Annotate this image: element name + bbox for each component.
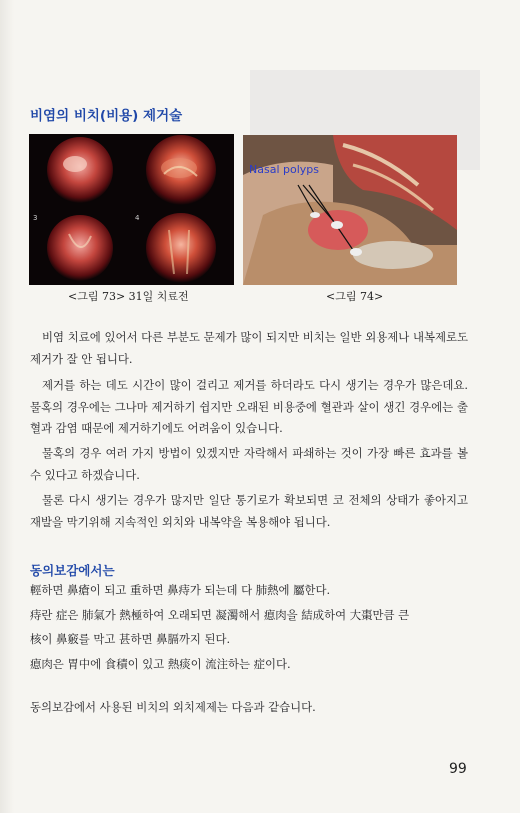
figure-74-anatomy-model	[243, 135, 457, 285]
figure-74-caption: <그림 74>	[326, 290, 384, 303]
paragraph-2: 제거를 하는 데도 시간이 많이 걸리고 제거를 하더라도 다시 생기는 경우가 많은데요. 물혹의 경우에는 그나마 제거하기 쉽지만 오래된 비용중에 혈관과 살이 생긴 경우에는 출혈과 감염 때문에 제거하기에도 어려움이 있습니다.	[30, 378, 468, 435]
paragraph-4: 물론 다시 생기는 경우가 많지만 일단 통기로가 확보되면 코 전체의 상태가 좋아지고 재발을 막기위해 지속적인 외치와 내복약을 복용해야 됩니다.	[30, 493, 468, 529]
figure-73-caption: <그림 73> 31일 치료전	[68, 290, 189, 303]
nasal-polyps-label: Nasal polyps	[249, 163, 319, 176]
section-title-nasal-polyp-removal: 비염의 비치(비용) 제거술	[30, 108, 183, 124]
paragraph-1: 비염 치료에 있어서 다른 부분도 문제가 많이 되지만 비치는 일반 외용제나 내복제로도 제거가 잘 안 됩니다.	[30, 330, 468, 366]
section-title-dongui-bogam: 동의보감에서는	[30, 563, 115, 578]
panel-number-3: 3	[33, 214, 38, 222]
closing-sentence: 동의보감에서 사용된 비치의 외치제제는 다음과 같습니다.	[30, 700, 316, 714]
panel-number-4: 4	[135, 214, 140, 222]
bogam-line-1: 輕하면 鼻瘡이 되고 重하면 鼻痔가 되는데 다 肺熱에 屬한다.	[30, 583, 331, 597]
bogam-line-2: 痔란 症은 肺氣가 熱極하여 오래되면 凝濁해서 瘜肉을 結成하여 大棗만큼 큰	[30, 608, 410, 622]
bogam-line-3: 核이 鼻竅를 막고 甚하면 鼻膈까지 된다.	[30, 632, 231, 646]
bogam-line-4: 瘜肉은 胃中에 食積이 있고 熱痰이 流注하는 症이다.	[30, 657, 291, 671]
page-number: 99	[449, 761, 467, 777]
paragraph-3: 물혹의 경우 여러 가지 방법이 있겠지만 자락해서 파쇄하는 것이 가장 빠른 효과를 볼 수 있다고 하겠습니다.	[30, 446, 468, 482]
figure-73-endoscopy-photos	[29, 134, 234, 285]
